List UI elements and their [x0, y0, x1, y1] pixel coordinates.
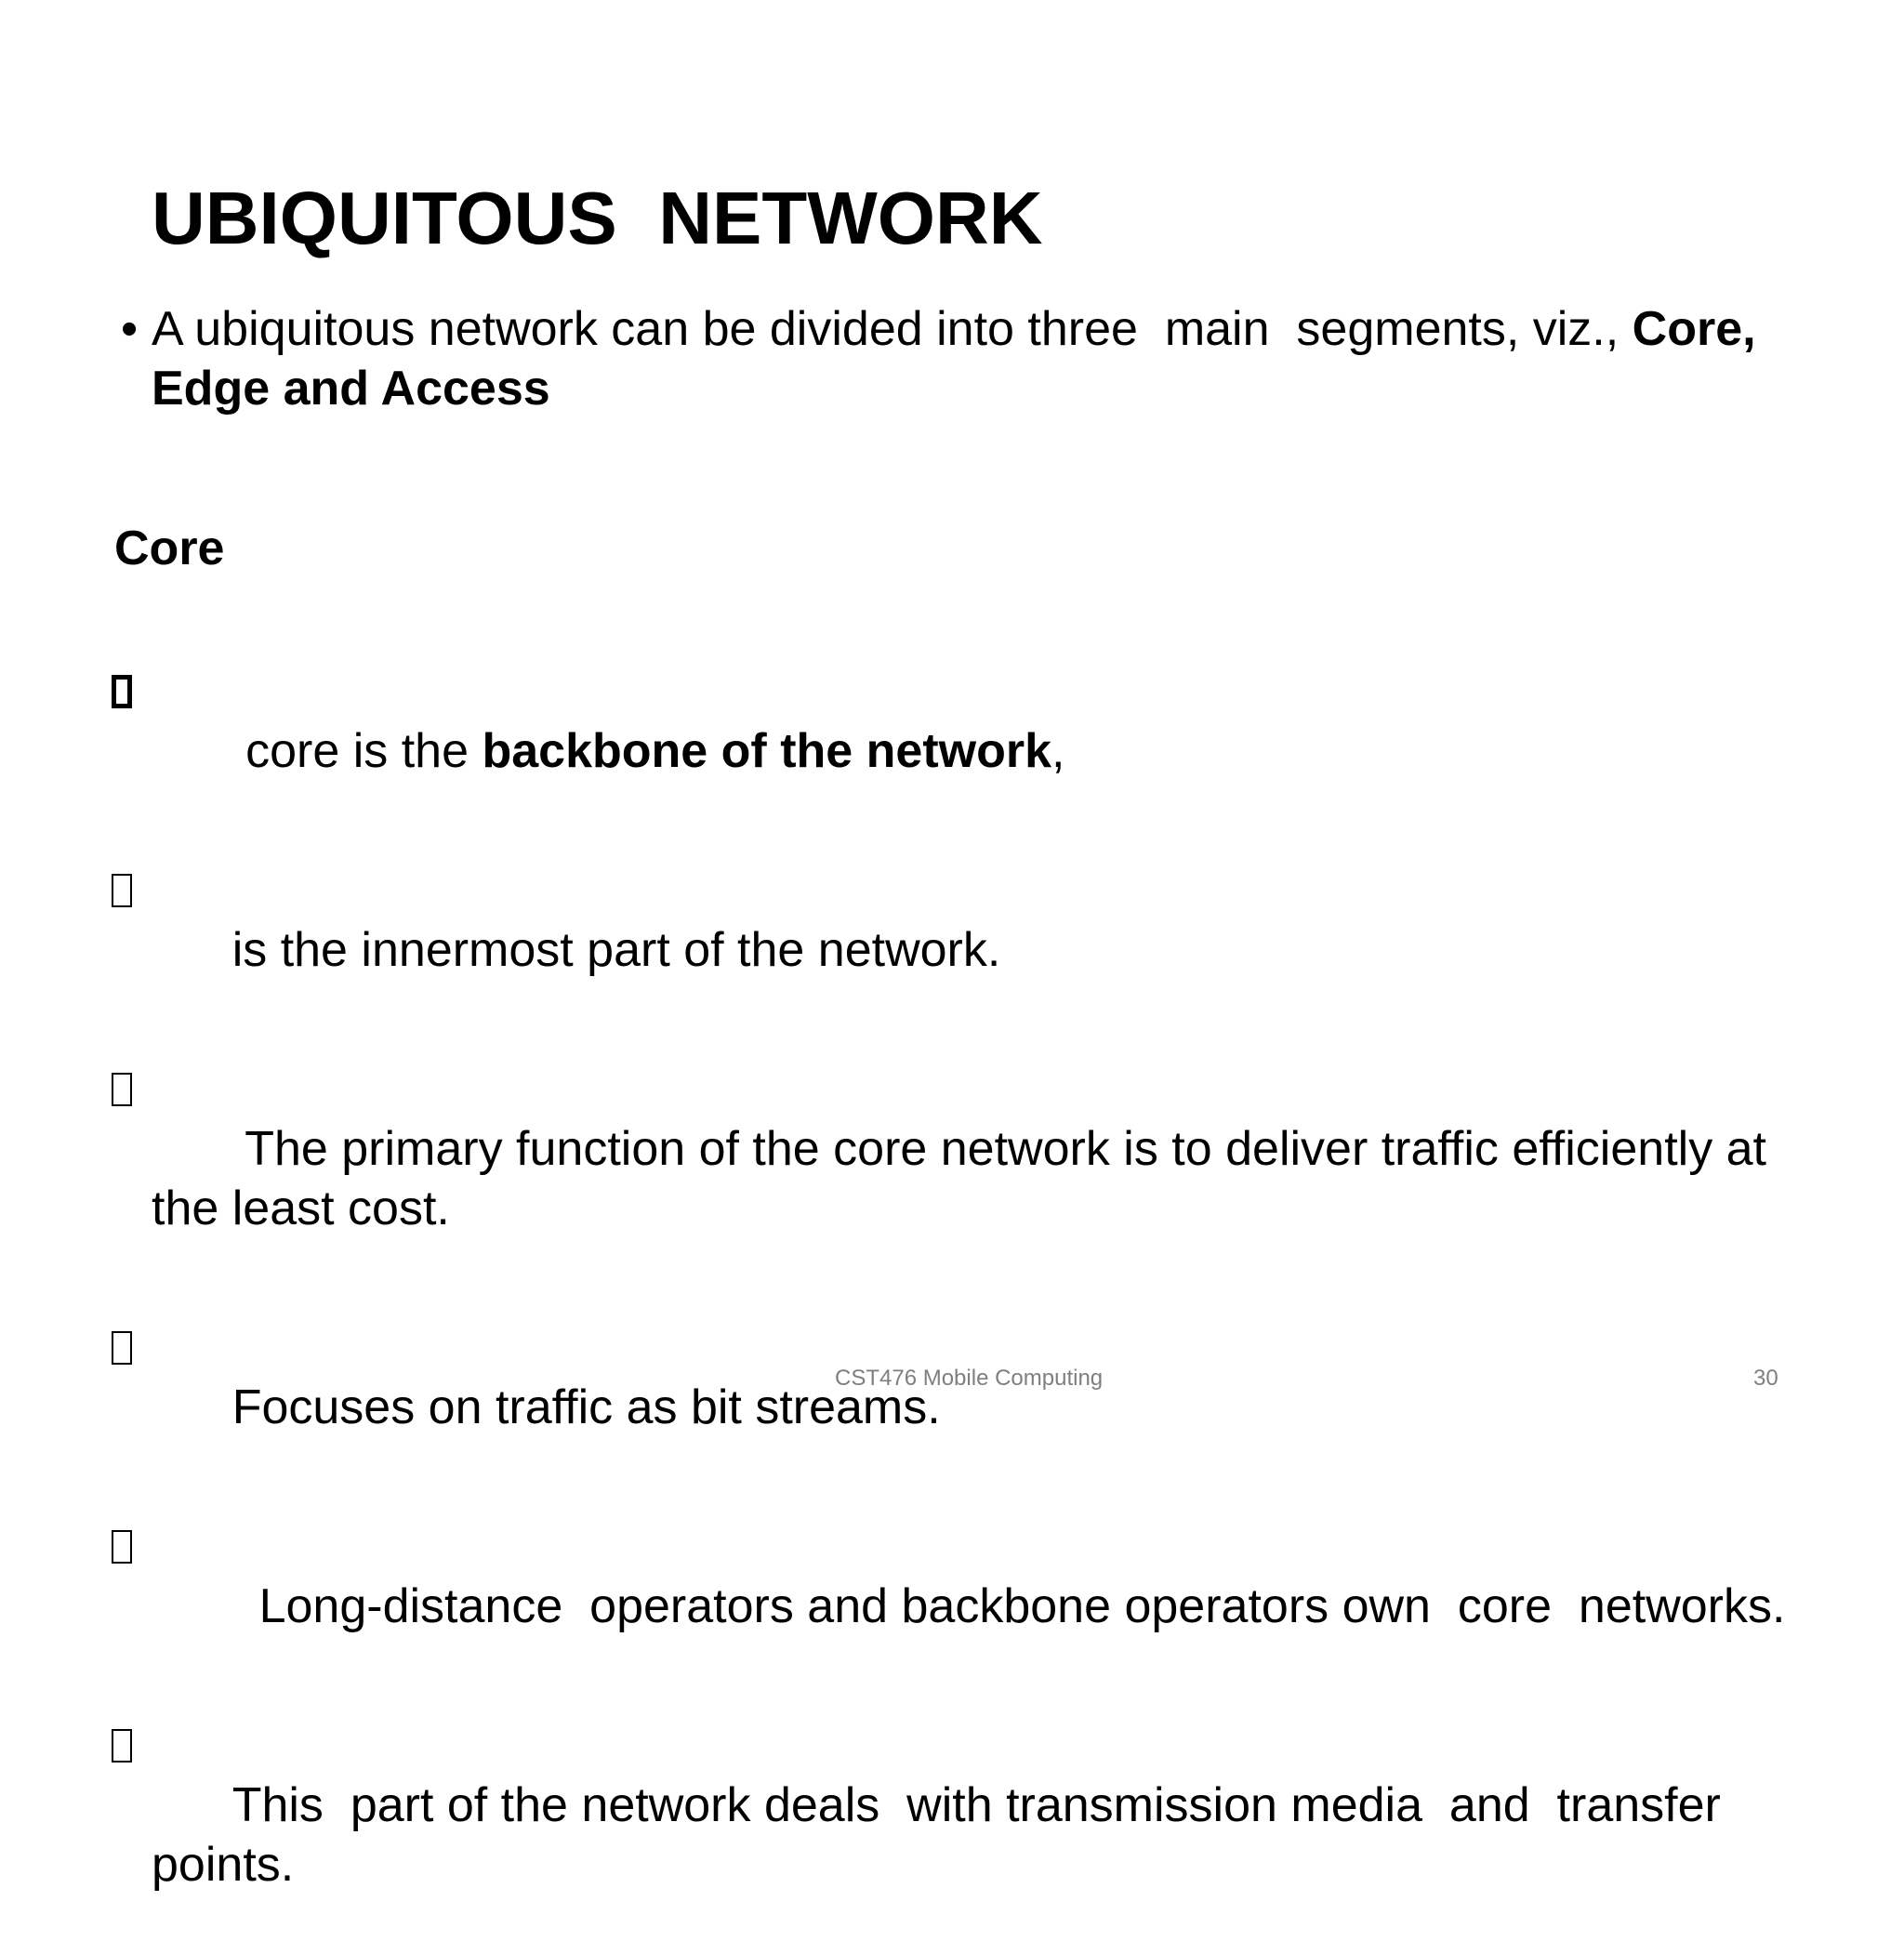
core-point-text: This part of the network deals with transmission media and transfer points.	[152, 1778, 1735, 1892]
core-point-text: Long-distance operators and backbone operators own core networks.	[231, 1579, 1786, 1633]
core-point-suffix: ,	[1051, 724, 1065, 778]
core-point	[112, 662, 1841, 840]
core-point-bold: backbone of the network	[482, 724, 1052, 778]
section-heading-core: Core	[114, 522, 225, 575]
bullet-dot-icon: •	[121, 302, 139, 356]
core-point-text: The primary function of the core network is to deliver traffic efficiently at the least cost.	[152, 1122, 1780, 1235]
core-point	[112, 1716, 1841, 1954]
footer-page-number: 30	[1753, 1366, 1778, 1391]
core-point-text: Focuses on traffic as bit streams.	[231, 1380, 941, 1434]
core-point	[112, 1517, 1841, 1696]
square-bullet-icon	[112, 675, 132, 708]
core-points-list	[112, 662, 1841, 1954]
intro-text-prefix: A ubiquitous network can be divided into three main segments, viz.,	[152, 302, 1633, 356]
intro-bullet-point	[121, 299, 1794, 418]
core-point-text: core is the	[231, 724, 483, 778]
slide-title: UBIQUITOUS NETWORK	[152, 177, 1043, 259]
core-point	[112, 1060, 1841, 1298]
footer-course-name: CST476 Mobile Computing	[835, 1366, 1104, 1391]
square-bullet-icon	[112, 1530, 132, 1564]
square-bullet-icon	[112, 1729, 132, 1763]
square-bullet-icon	[112, 1331, 132, 1365]
square-bullet-icon	[112, 1073, 132, 1106]
core-point-text: is the innermost part of the network.	[231, 923, 1001, 977]
core-point	[112, 1318, 1841, 1497]
core-point	[112, 861, 1841, 1039]
intro-text	[152, 299, 1794, 418]
intro-text-bold: Core, Edge and Access	[152, 302, 1770, 416]
square-bullet-icon	[112, 874, 132, 907]
